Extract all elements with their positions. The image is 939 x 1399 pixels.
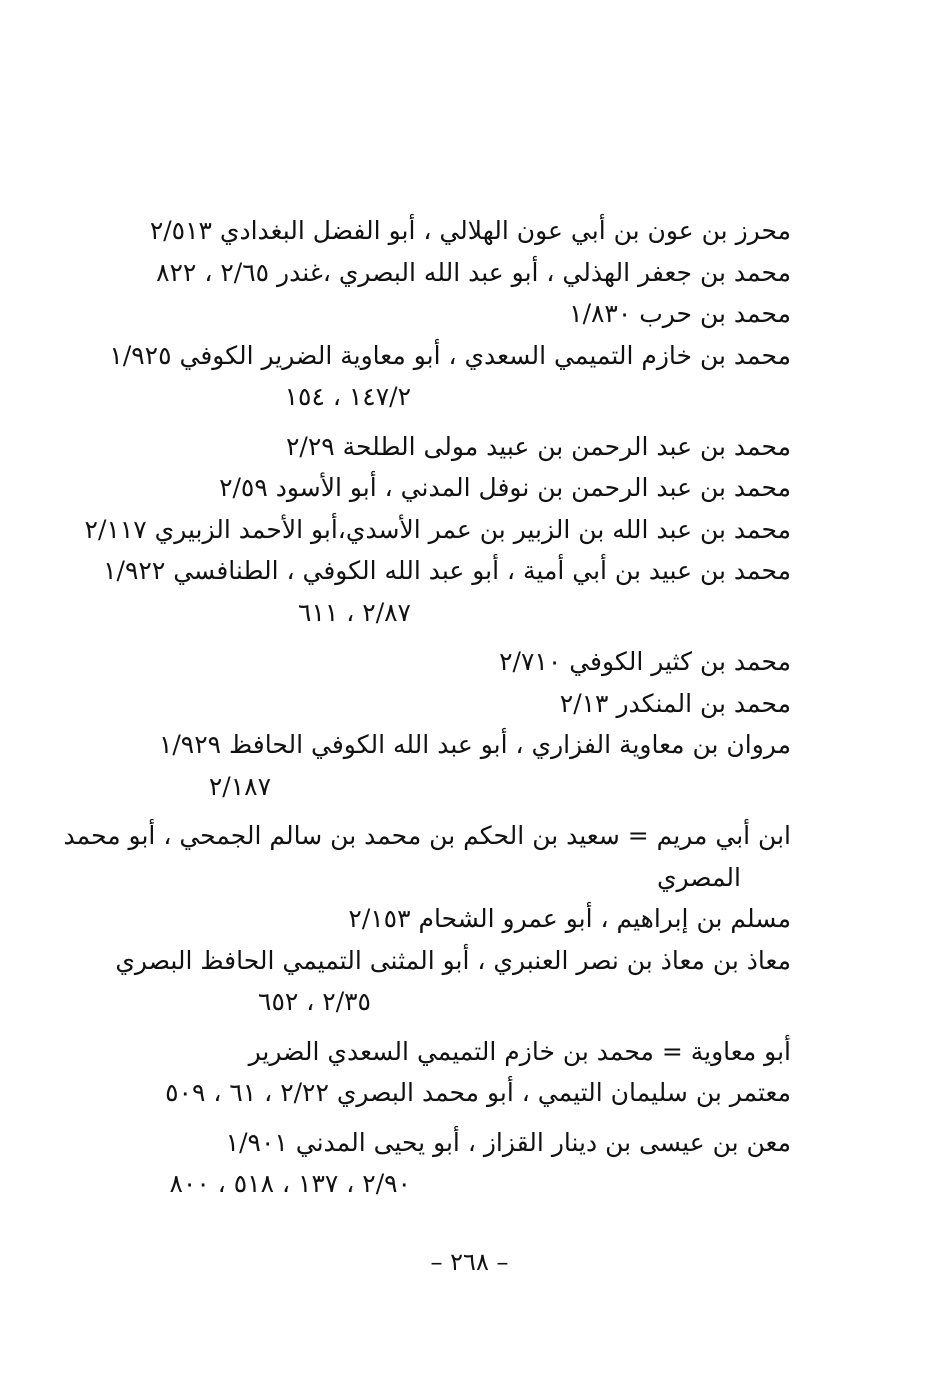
- index-entry: [130, 252, 791, 294]
- index-entry: [130, 641, 791, 683]
- index-entry: [130, 426, 791, 468]
- entry-line: مسلم بن إبراهيم ، أبو عمرو الشحام ٢/١٥٣: [348, 904, 791, 933]
- entry-line: محمد بن خازم التميمي السعدي ، أبو معاوية الضرير الكوفي ١/٩٢٥: [109, 340, 791, 370]
- index-entry: [109, 335, 791, 418]
- entry-line: محمد بن المنكدر ٢/١٣: [559, 688, 791, 718]
- index-entry: [63, 815, 791, 898]
- entry-line: ابن أبي مريم = سعيد بن الحكم بن محمد بن سالم الجمحي ، أبو محمد: [63, 821, 791, 850]
- entry-continuation: ٢/٨٧ ، ٦١١: [298, 597, 411, 627]
- index-entry: [130, 683, 791, 725]
- entry-line: معتمر بن سليمان التيمي ، أبو محمد البصري ٢/٢٢ ، ٦١ ، ٥٠٩: [165, 1078, 791, 1107]
- index-entry: [84, 509, 791, 551]
- entry-continuation: ٢/١٨٧: [208, 771, 271, 801]
- page-number: – ٢٦٨ –: [430, 1248, 509, 1276]
- index-entry: [130, 293, 791, 335]
- index-entry: [130, 1072, 791, 1114]
- index-entry: [130, 467, 791, 509]
- index-entry: [130, 898, 791, 940]
- entry-continuation: ٢/٣٥ ، ٦٥٢: [258, 987, 371, 1016]
- narrator-index-list: [63, 210, 791, 1205]
- entry-line: مروان بن معاوية الفزاري ، أبو عبد الله الكوفي الحافظ ١/٩٢٩: [158, 730, 791, 759]
- entry-continuation: المصري: [656, 862, 741, 892]
- entry-line: محمد بن حرب ١/٨٣٠: [569, 299, 791, 328]
- entry-line: محمد بن عبد الرحمن بن نوفل المدني ، أبو الأسود ٢/٥٩: [219, 473, 791, 502]
- entry-line: أبو معاوية = محمد بن خازم التميمي السعدي الضرير: [248, 1036, 791, 1066]
- index-entry: [103, 550, 791, 633]
- index-entry: [130, 1122, 791, 1205]
- index-entry: [130, 1031, 791, 1073]
- index-entry: [115, 940, 791, 1023]
- entry-continuation: ١٤٧/٢ ، ١٥٤: [284, 382, 411, 411]
- entry-line: محمد بن عبد الله بن الزبير بن عمر الأسدي،أبو الأحمد الزبيري ٢/١١٧: [84, 514, 791, 544]
- entry-line: محمد بن عبد الرحمن بن عبيد مولى الطلحة ٢/٢٩: [285, 431, 791, 461]
- entry-continuation: ٢/٩٠ ، ١٣٧ ، ٥١٨ ، ٨٠٠: [169, 1169, 411, 1198]
- entry-line: محمد بن عبيد بن أبي أمية ، أبو عبد الله الكوفي ، الطنافسي ١/٩٢٢: [103, 556, 791, 585]
- entry-line: محمد بن كثير الكوفي ٢/٧١٠: [499, 647, 791, 676]
- entry-line: محرز بن عون بن أبي عون الهلالي ، أبو الفضل البغدادي ٢/٥١٣: [149, 216, 791, 245]
- entry-line: معاذ بن معاذ بن نصر العنبري ، أبو المثنى التميمي الحافظ البصري: [115, 945, 791, 975]
- entry-line: معن بن عيسى بن دينار القزاز ، أبو يحيى المدني ١/٩٠١: [225, 1127, 791, 1157]
- index-entry: [130, 724, 791, 807]
- entry-line: محمد بن جعفر الهذلي ، أبو عبد الله البصري ،غندر ٢/٦٥ ، ٨٢٢: [156, 257, 791, 287]
- index-entry: [130, 210, 791, 252]
